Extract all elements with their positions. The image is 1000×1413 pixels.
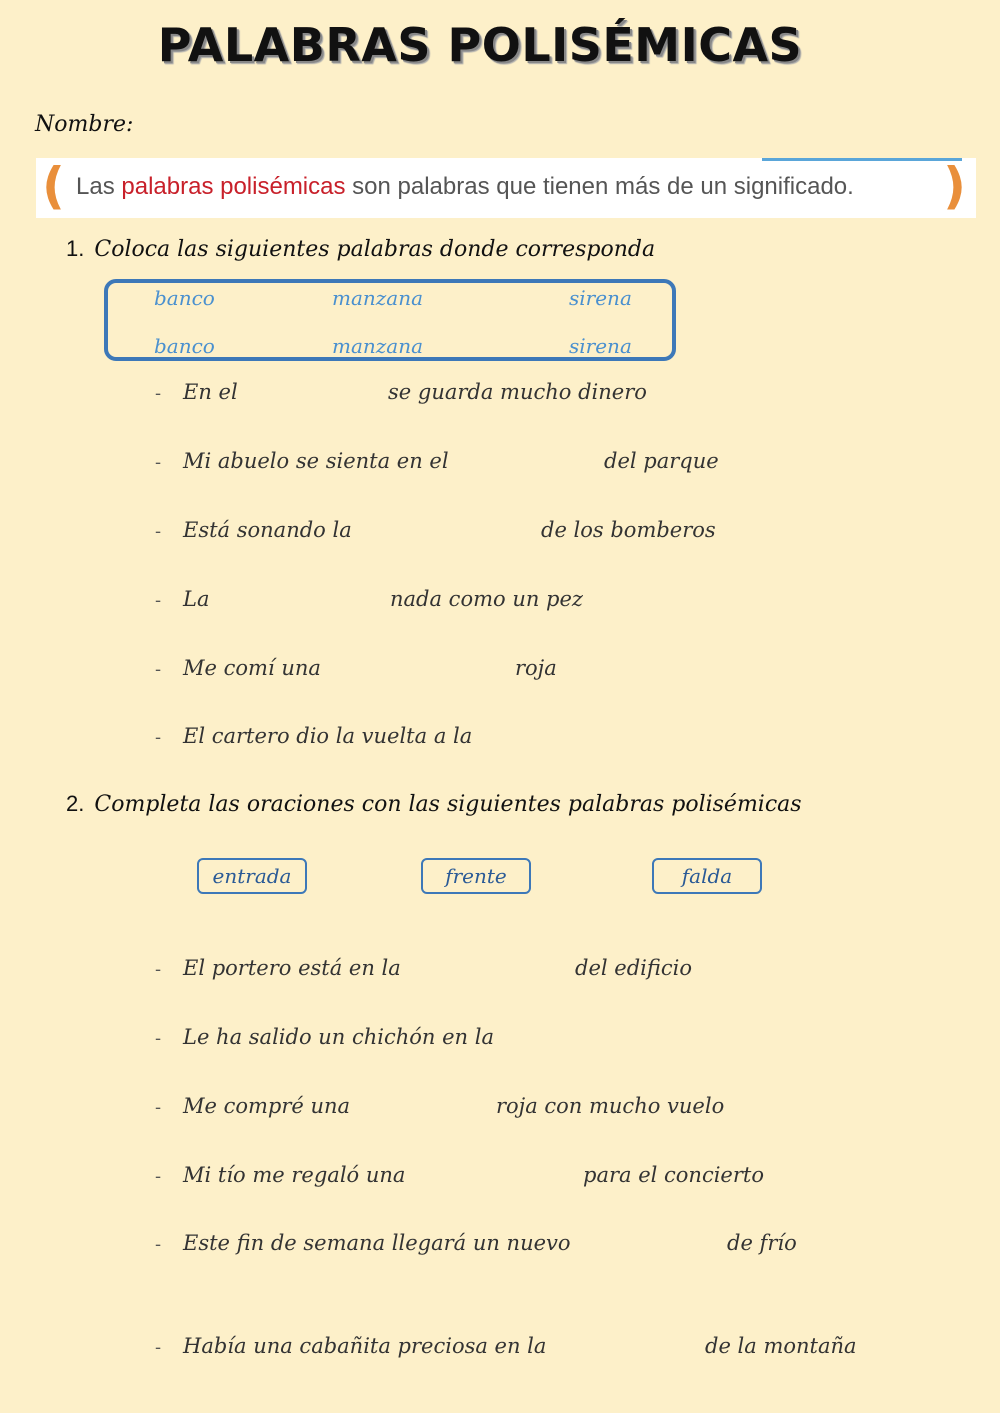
left-parenthesis-icon: (	[42, 157, 65, 215]
sentence-before: Le ha salido un chichón en la	[183, 1025, 494, 1049]
sentence-before: En el	[183, 380, 238, 404]
bullet-dash: -	[155, 727, 162, 748]
bullet-dash: -	[155, 1166, 162, 1187]
section1-number: 1.	[66, 236, 85, 261]
sentence-after: roja	[515, 656, 557, 680]
section1-heading	[66, 236, 655, 262]
word-bank-item[interactable]: manzana	[332, 286, 424, 310]
definition-banner	[36, 158, 976, 218]
definition-post: son palabras que tienen más de un significado.	[345, 173, 854, 200]
section1-heading-text: Coloca las siguientes palabras donde corresponda	[94, 237, 656, 262]
word-bank-item[interactable]: banco	[154, 334, 215, 358]
sentence-before: Me compré una	[183, 1094, 351, 1118]
sentence-before: La	[183, 587, 210, 611]
sentence-after: roja con mucho vuelo	[496, 1094, 725, 1118]
sentence-before: El cartero dio la vuelta a la	[183, 724, 473, 748]
section2-number: 2.	[66, 791, 85, 816]
sentence-after: se guarda mucho dinero	[388, 380, 647, 404]
definition-text	[76, 173, 854, 201]
sentence-after: del parque	[604, 449, 719, 473]
bullet-dash: -	[155, 1337, 162, 1358]
word-chip[interactable]: frente	[421, 858, 531, 894]
bullet-dash: -	[155, 521, 162, 542]
sentence-before: Mi tío me regaló una	[183, 1163, 406, 1187]
sentence-after: de frío	[727, 1231, 797, 1255]
sentence-after: nada como un pez	[390, 587, 583, 611]
sentence-before: Está sonando la	[183, 518, 352, 542]
sentence-after: de la montaña	[705, 1334, 857, 1358]
sentence-after: de los bomberos	[541, 518, 716, 542]
banner-accent-stripe	[762, 158, 962, 161]
section2-heading-text: Completa las oraciones con las siguientes palabras polisémicas	[94, 792, 802, 817]
bullet-dash: -	[155, 383, 162, 404]
word-bank-item[interactable]: sirena	[569, 286, 632, 310]
page-title: PALABRAS POLISÉMICAS	[157, 18, 803, 72]
bullet-dash: -	[155, 452, 162, 473]
sentence-after: para el concierto	[583, 1163, 764, 1187]
sentence-before: Había una cabañita preciosa en la	[183, 1334, 547, 1358]
bullet-dash: -	[155, 1097, 162, 1118]
sentence-before: Este fin de semana llegará un nuevo	[183, 1231, 571, 1255]
bullet-dash: -	[155, 1028, 162, 1049]
bullet-dash: -	[155, 590, 162, 611]
section2-heading	[66, 791, 802, 817]
bullet-dash: -	[155, 1234, 162, 1255]
sentence-before: El portero está en la	[183, 956, 401, 980]
word-chip[interactable]: falda	[652, 858, 762, 894]
word-bank-item[interactable]: banco	[154, 286, 215, 310]
bullet-dash: -	[155, 659, 162, 680]
name-label: Nombre:	[35, 112, 134, 137]
definition-pre: Las	[76, 173, 122, 200]
word-bank-item[interactable]: manzana	[332, 334, 424, 358]
word-chip[interactable]: entrada	[197, 858, 307, 894]
word-bank-item[interactable]: sirena	[569, 334, 632, 358]
bullet-dash: -	[155, 959, 162, 980]
sentence-after: del edificio	[575, 956, 692, 980]
sentence-before: Mi abuelo se sienta en el	[183, 449, 449, 473]
definition-highlight: palabras polisémicas	[121, 173, 346, 200]
sentence-before: Me comí una	[183, 656, 321, 680]
right-parenthesis-icon: )	[943, 157, 966, 215]
